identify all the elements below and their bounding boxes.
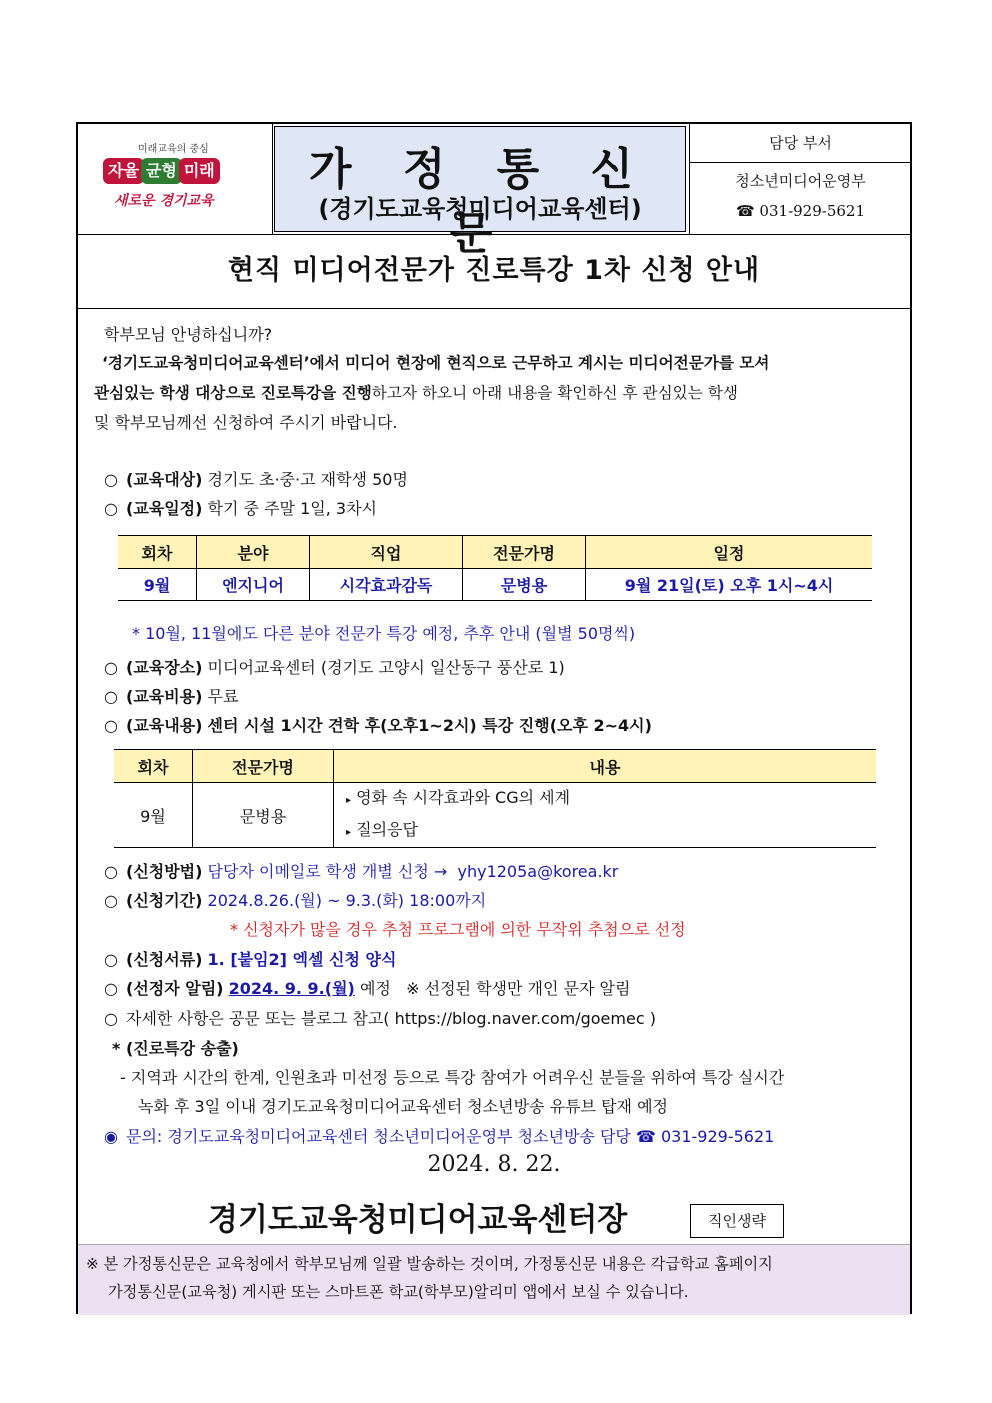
cell-expert: 문병용	[193, 783, 334, 848]
cell-round: 9월	[118, 569, 197, 601]
footer-note-line-1: ※ 본 가정통신문은 교육청에서 학부모님께 일괄 발송하는 것이며, 가정통신문 내용은 각급학교 홈페이지	[86, 1255, 773, 1273]
item-schedule	[104, 496, 377, 519]
item-content	[104, 713, 652, 736]
col-job: 직업	[310, 536, 463, 569]
period-label: (신청기간)	[126, 891, 203, 910]
blog-link[interactable]: https://blog.naver.com/goemec	[394, 1009, 645, 1028]
place-value: 미디어교육센터 (경기도 고양시 일산동구 풍산로 1)	[207, 658, 565, 677]
schedule-value: 학기 중 주말 1일, 3차시	[207, 499, 377, 518]
cell-field: 엔지니어	[197, 569, 310, 601]
apply-value: 담당자 이메일로 학생 개별 신청 →	[207, 862, 448, 881]
signer: 경기도교육청미디어교육센터장	[208, 1202, 628, 1238]
circle-bullet-icon: ○	[104, 862, 118, 881]
docs-label: (신청서류)	[126, 950, 203, 969]
docs-value: 1. [붙임2] 엑셀 신청 양식	[207, 950, 397, 969]
circle-bullet-icon: ○	[104, 950, 118, 969]
cell-job: 시각효과감독	[310, 569, 463, 601]
col-expert: 전문가명	[193, 750, 334, 783]
cell-round: 9월	[114, 783, 193, 848]
intro-line-2-rest: 하고자 하오니 아래 내용을 확인하신 후 관심있는 학생	[371, 384, 738, 402]
intro-line-1: ‘경기도교육청미디어교육센터’에서 미디어 현장에 현직으로 근무하고 계시는 미디어전문가를 모셔	[102, 354, 770, 372]
col-round: 회차	[118, 536, 197, 569]
notice-label: (선정자 알림)	[126, 979, 224, 998]
item-period	[104, 888, 486, 911]
issue-date: 2024. 8. 22.	[427, 1152, 561, 1177]
item-place	[104, 655, 565, 678]
greeting: 학부모님 안녕하십니까?	[104, 325, 273, 344]
intro-line-2-bold: 관심있는 학생 대상으로 진로특강을 진행	[94, 384, 372, 402]
future-note: * 10월, 11월에도 다른 분야 전문가 특강 예정, 추후 안내 (월별 50명씩)	[132, 624, 636, 643]
notice-extra: ※ 선정된 학생만 개인 문자 알림	[406, 979, 631, 998]
apply-label: (신청방법)	[126, 862, 203, 881]
circle-bullet-icon: ○	[104, 979, 118, 998]
title-box	[274, 126, 686, 259]
cost-value: 무료	[207, 687, 239, 706]
page-subtitle: (경기도교육청미디어교육센터)	[318, 195, 642, 223]
detail-text: 자세한 사항은 공문 또는 블로그 참고(	[126, 1009, 390, 1028]
item-cost	[104, 684, 238, 707]
content-table	[114, 749, 876, 848]
circle-bullet-icon: ○	[104, 499, 118, 518]
item-apply	[104, 859, 618, 882]
content-item: ▸ 질의응답	[346, 820, 418, 839]
schedule-table	[118, 535, 872, 601]
notice-date: 2024. 9. 9.(월)	[228, 979, 355, 998]
email-link[interactable]: yhy1205a@korea.kr	[457, 862, 619, 881]
logo-word-3: 미래	[179, 158, 220, 184]
dept-phone: ☎ 031-929-5621	[735, 202, 866, 220]
intro-line-3: 및 학부모님께선 신청하여 주시기 바랍니다.	[94, 413, 398, 432]
circle-bullet-icon: ○	[104, 891, 118, 910]
inquiry-phone: ☎ 031-929-5621	[635, 1127, 775, 1146]
schedule-label: (교육일정)	[126, 499, 203, 518]
cell-content	[334, 783, 877, 848]
col-expert: 전문가명	[463, 536, 586, 569]
broadcast-line-2: 녹화 후 3일 이내 경기도교육청미디어교육센터 청소년방송 유튜브 탑재 예정	[138, 1097, 669, 1116]
logo-sub: 새로운 경기교육	[114, 193, 214, 209]
dept-name: 청소년미디어운영부	[735, 172, 866, 190]
item-target	[104, 467, 408, 490]
fisheye-icon: ◉	[104, 1127, 118, 1146]
place-label: (교육장소)	[126, 658, 203, 677]
item-docs	[104, 947, 396, 970]
page-title: 가 정 통 신 문	[309, 144, 651, 259]
dept-label: 담당 부서	[690, 124, 911, 163]
circle-bullet-icon: ○	[104, 1009, 118, 1028]
col-date: 일정	[586, 536, 873, 569]
newsletter-frame	[76, 122, 912, 1314]
notice-heading: 현직 미디어전문가 진로특강 1차 신청 안내	[78, 234, 910, 309]
target-label: (교육대상)	[126, 470, 203, 489]
footer-note	[78, 1244, 910, 1315]
inquiry-text: 문의: 경기도교육청미디어교육센터 청소년미디어운영부 청소년방송 담당	[126, 1127, 631, 1146]
header	[78, 124, 910, 259]
triangle-right-icon: ▸	[346, 827, 352, 838]
inquiry	[104, 1124, 774, 1147]
col-field: 분야	[197, 536, 310, 569]
item-notice	[104, 976, 630, 999]
logo-words	[103, 158, 249, 184]
intro-line-2	[94, 381, 738, 403]
target-value: 경기도 초·중·고 재학생 50명	[207, 470, 408, 489]
lottery-note: * 신청자가 많을 경우 추첨 프로그램에 의한 무작위 추첨으로 선정	[230, 920, 686, 939]
content-label: (교육내용)	[126, 716, 203, 735]
triangle-right-icon: ▸	[346, 795, 352, 806]
logo	[78, 124, 273, 234]
content-item: ▸ 영화 속 시각효과와 CG의 세계	[346, 788, 571, 807]
cell-expert: 문병용	[463, 569, 586, 601]
logo-word-1: 자율	[103, 158, 144, 184]
logo-tagline: 미래교육의 중심	[138, 144, 209, 155]
cell-date: 9월 21일(토) 오후 1시~4시	[586, 569, 873, 601]
footer-note-line-2: 가정통신문(교육청) 게시판 또는 스마트폰 학교(학부모)알리미 앱에서 보실 수 있습니다.	[108, 1283, 689, 1301]
col-content: 내용	[334, 750, 877, 783]
table-row	[114, 783, 876, 848]
circle-bullet-icon: ○	[104, 687, 118, 706]
item-detail: ○ 자세한 사항은 공문 또는 블로그 참고( https://blog.naver.com/goemec )	[104, 1009, 656, 1028]
circle-bullet-icon: ○	[104, 716, 118, 735]
department-box	[689, 124, 911, 234]
seal-omitted: 직인생략	[690, 1204, 784, 1238]
col-round: 회차	[114, 750, 193, 783]
notice-tail: 예정	[359, 979, 391, 998]
table-row	[118, 569, 872, 601]
circle-bullet-icon: ○	[104, 470, 118, 489]
content-value: 센터 시설 1시간 견학 후(오후1~2시) 특강 진행(오후 2~4시)	[207, 716, 652, 735]
period-value: 2024.8.26.(월) ~ 9.3.(화) 18:00까지	[207, 891, 487, 910]
broadcast-label: * (진로특강 송출)	[112, 1039, 239, 1058]
logo-word-2: 균형	[141, 158, 182, 184]
broadcast-line-1: - 지역과 시간의 한계, 인원초과 미선정 등으로 특강 참여가 어려우신 분들을 위하여 특강 실시간	[120, 1068, 785, 1087]
circle-bullet-icon: ○	[104, 658, 118, 677]
cost-label: (교육비용)	[126, 687, 203, 706]
